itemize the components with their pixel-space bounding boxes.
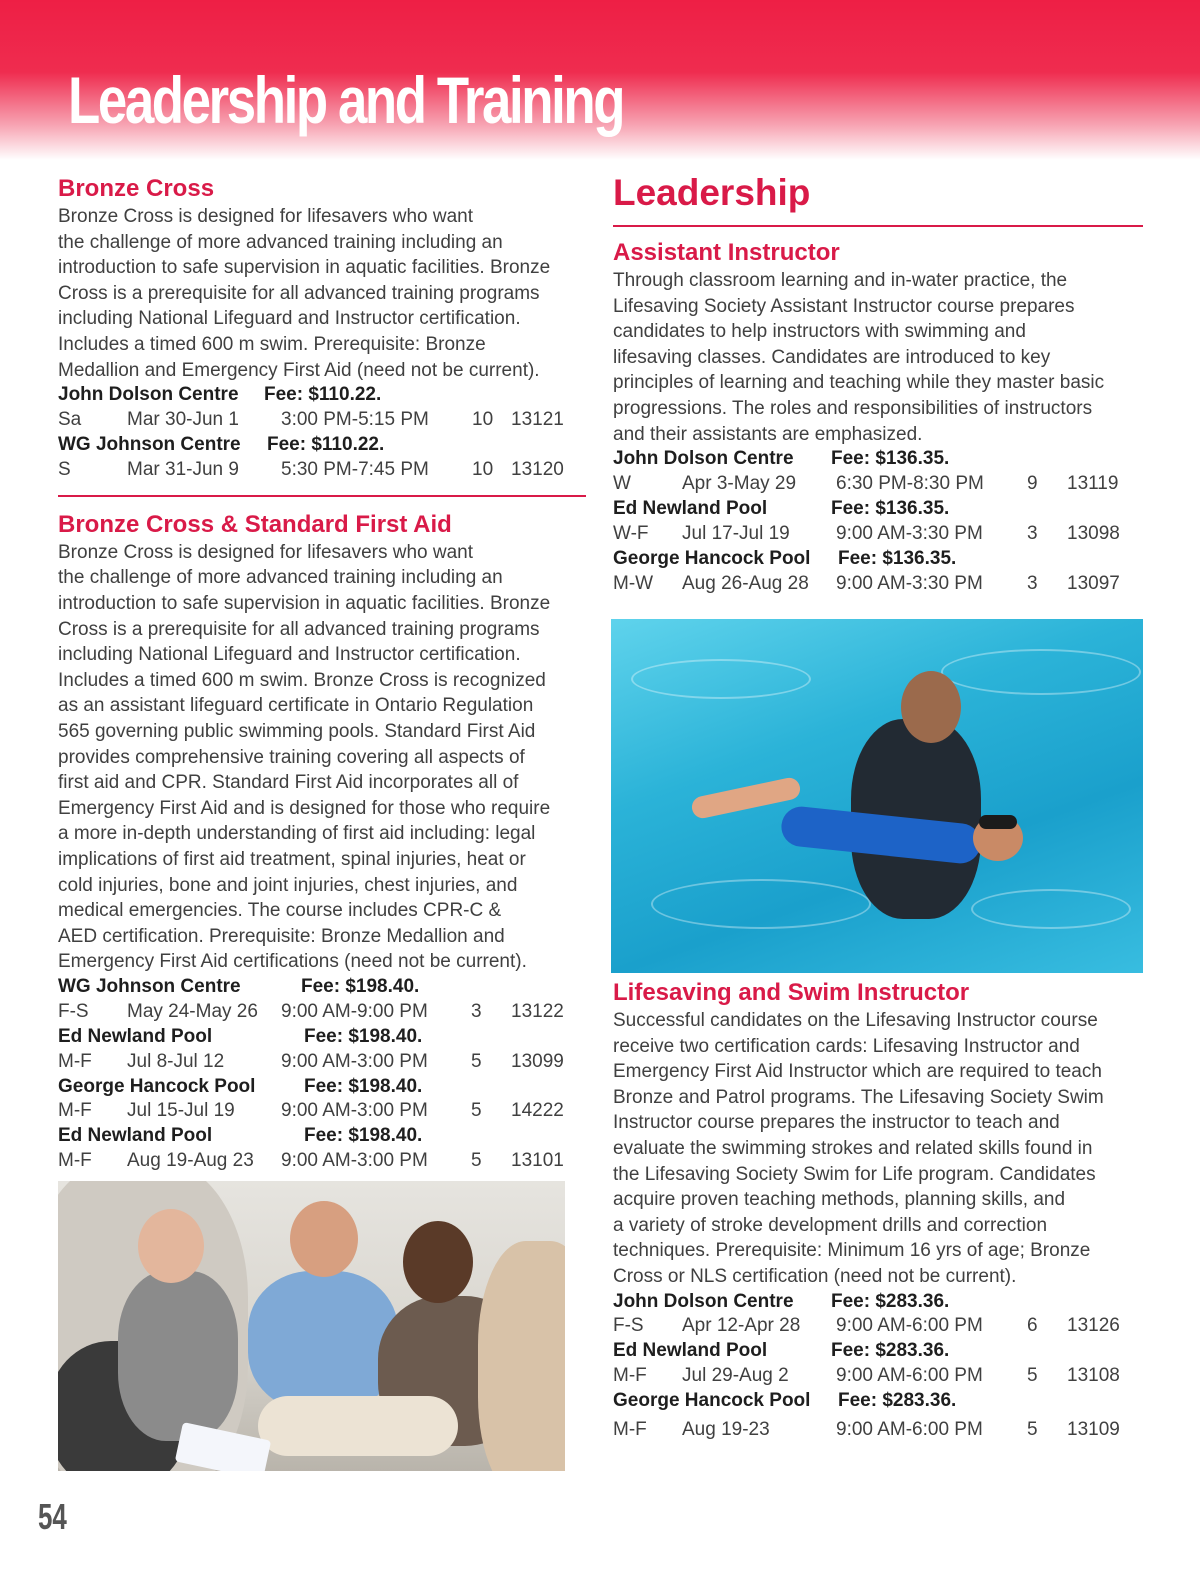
water-ripple	[651, 879, 871, 929]
location-fee: Fee: $283.36.	[831, 1290, 950, 1312]
session-time: 9:00 AM-6:00 PM	[836, 1315, 983, 1337]
session-classes: 3	[471, 1000, 482, 1022]
location-name: George Hancock Pool	[58, 1075, 256, 1097]
session-classes: 3	[1027, 522, 1038, 544]
location-row	[613, 447, 1143, 472]
session-code: 13109	[1067, 1419, 1120, 1441]
description-line: 565 governing public swimming pools. Standard First Aid	[58, 720, 536, 742]
session-row	[613, 572, 1143, 597]
location-name: John Dolson Centre	[613, 1290, 794, 1312]
session-time: 9:00 AM-3:00 PM	[281, 1150, 428, 1172]
description-line: first aid and CPR. Standard First Aid incorporates all of	[58, 772, 519, 794]
session-row	[613, 522, 1143, 547]
description-line: evaluate the swimming strokes and related skills found in	[613, 1137, 1093, 1159]
location-fee: Fee: $110.22.	[267, 433, 385, 455]
session-dates: Jul 8-Jul 12	[127, 1050, 225, 1072]
description-line: Cross is a prerequisite for all advanced training programs	[58, 282, 540, 304]
session-days: M-F	[613, 1365, 647, 1387]
student-head	[403, 1221, 473, 1303]
session-time: 5:30 PM-7:45 PM	[281, 458, 429, 480]
course-title: Bronze Cross & Standard First Aid	[58, 510, 452, 538]
description-line: techniques. Prerequisite: Minimum 16 yrs of age; Bronze	[613, 1240, 1091, 1262]
description-line: Bronze Cross is designed for lifesavers who want	[58, 541, 474, 563]
description-line: AED certification. Prerequisite: Bronze Medallion and	[58, 925, 505, 947]
section-heading: Leadership	[613, 172, 811, 213]
session-code: 14222	[511, 1100, 564, 1122]
water-ripple	[971, 889, 1131, 929]
water-ripple	[631, 659, 811, 699]
description-line: principles of learning and teaching while they master basic	[613, 372, 1105, 394]
water-ripple	[941, 649, 1141, 695]
session-classes: 5	[471, 1050, 482, 1072]
session-time: 9:00 AM-9:00 PM	[281, 1000, 428, 1022]
course-description	[613, 1008, 1143, 1290]
session-time: 9:00 AM-6:00 PM	[836, 1419, 983, 1441]
location-fee: Fee: $136.35.	[831, 497, 950, 519]
person-foreground	[478, 1241, 565, 1471]
description-line: Includes a timed 600 m swim. Prerequisite: Bronze	[58, 333, 486, 355]
location-name: WG Johnson Centre	[58, 975, 241, 997]
session-code: 13099	[511, 1050, 564, 1072]
session-code: 13121	[511, 409, 564, 431]
session-classes: 5	[1027, 1419, 1038, 1441]
course-description	[58, 204, 586, 383]
description-line: lifesaving classes. Candidates are introduced to key	[613, 346, 1051, 368]
location-row	[58, 1025, 586, 1050]
session-days: F-S	[613, 1315, 644, 1337]
description-line: including National Lifeguard and Instructor certification.	[58, 644, 521, 666]
location-fee: Fee: $283.36.	[831, 1340, 950, 1362]
location-name: Ed Newland Pool	[58, 1125, 213, 1147]
swim-lesson-photo	[611, 619, 1143, 973]
session-code: 13120	[511, 458, 564, 480]
session-classes: 5	[471, 1150, 482, 1172]
course-title: Bronze Cross	[58, 175, 215, 202]
header-banner	[0, 0, 1200, 160]
location-row	[613, 497, 1143, 522]
session-classes: 5	[471, 1100, 482, 1122]
session-dates: Jul 29-Aug 2	[682, 1365, 789, 1387]
description-line: Instructor course prepares the instructor to teach and	[613, 1112, 1060, 1134]
session-time: 9:00 AM-3:00 PM	[281, 1100, 428, 1122]
swim-goggles	[979, 815, 1017, 829]
session-row	[58, 1050, 586, 1075]
session-code: 13098	[1067, 522, 1120, 544]
description-line: introduction to safe supervision in aquatic facilities. Bronze	[58, 592, 551, 614]
session-days: M-W	[613, 572, 654, 594]
location-fee: Fee: $198.40.	[304, 1075, 423, 1097]
instructor-shirt	[248, 1271, 398, 1411]
description-line: a more in-depth understanding of first aid including: legal	[58, 823, 536, 845]
session-code: 13101	[511, 1150, 564, 1172]
cpr-manikin	[258, 1396, 458, 1456]
location-name: Ed Newland Pool	[613, 497, 768, 519]
description-line: Cross or NLS certification (need not be current).	[613, 1265, 1017, 1287]
session-row	[613, 1418, 1143, 1443]
session-row	[613, 1314, 1143, 1339]
location-fee: Fee: $198.40.	[304, 1025, 423, 1047]
session-time: 9:00 AM-3:00 PM	[281, 1050, 428, 1072]
page-title: Leadership and Training	[68, 63, 624, 137]
location-row	[58, 1124, 586, 1149]
location-fee: Fee: $110.22.	[264, 384, 382, 406]
session-row	[613, 472, 1143, 497]
description-line: candidates to help instructors with swimming and	[613, 321, 1026, 343]
session-time: 9:00 AM-3:30 PM	[836, 572, 983, 594]
location-fee: Fee: $136.35.	[838, 547, 957, 569]
session-classes: 3	[1027, 572, 1038, 594]
page-number: 54	[38, 1496, 67, 1537]
session-days: S	[58, 458, 71, 480]
description-line: Includes a timed 600 m swim. Bronze Cross is recognized	[58, 669, 546, 691]
session-time: 3:00 PM-5:15 PM	[281, 409, 429, 431]
description-line: Emergency First Aid Instructor which are required to teach	[613, 1061, 1102, 1083]
description-line: the challenge of more advanced training including an	[58, 231, 503, 253]
session-dates: Apr 12-Apr 28	[682, 1315, 801, 1337]
course-lifesaving-swim-instructor	[613, 978, 1143, 1443]
session-dates: Apr 3-May 29	[682, 473, 797, 495]
session-row	[58, 458, 586, 483]
session-code: 13119	[1067, 473, 1119, 495]
session-days: M-F	[613, 1419, 647, 1441]
course-assistant-instructor	[613, 238, 1143, 597]
session-classes: 10	[472, 409, 494, 431]
description-line: introduction to safe supervision in aquatic facilities. Bronze	[58, 257, 551, 279]
session-dates: Jul 17-Jul 19	[682, 522, 790, 544]
session-days: W-F	[613, 522, 649, 544]
location-name: WG Johnson Centre	[58, 433, 241, 455]
session-code: 13108	[1067, 1365, 1120, 1387]
location-row	[58, 1075, 586, 1100]
description-line: Successful candidates on the Lifesaving Instructor course	[613, 1010, 1098, 1031]
description-line: acquire proven teaching methods, planning skills, and	[613, 1189, 1066, 1211]
description-line: provides comprehensive training covering all aspects of	[58, 746, 525, 768]
session-dates: Aug 26-Aug 28	[682, 572, 809, 594]
description-line: Medallion and Emergency First Aid (need not be current).	[58, 359, 540, 381]
location-fee: Fee: $198.40.	[304, 1125, 423, 1147]
location-fee: Fee: $198.40.	[301, 975, 420, 997]
session-classes: 10	[472, 458, 494, 480]
description-line: progressions. The roles and responsibilities of instructors	[613, 397, 1093, 419]
session-dates: May 24-May 26	[127, 1000, 258, 1022]
session-dates: Aug 19-Aug 23	[127, 1150, 254, 1172]
session-time: 6:30 PM-8:30 PM	[836, 473, 984, 495]
location-row	[613, 547, 1143, 572]
session-dates: Mar 30-Jun 1	[127, 409, 239, 431]
person-head	[138, 1209, 204, 1283]
session-days: W	[613, 473, 631, 495]
session-days: M-F	[58, 1050, 92, 1072]
session-code: 13097	[1067, 572, 1120, 594]
cpr-class-photo	[58, 1181, 565, 1471]
session-days: M-F	[58, 1100, 92, 1122]
course-description	[58, 540, 586, 975]
description-line: implications of first aid treatment, spinal injuries, heat or	[58, 848, 526, 870]
session-row	[613, 1364, 1143, 1389]
course-title: Assistant Instructor	[613, 239, 840, 266]
location-name: John Dolson Centre	[58, 384, 239, 406]
location-name: Ed Newland Pool	[613, 1340, 768, 1362]
section-divider	[613, 225, 1143, 227]
session-row	[58, 408, 586, 433]
description-line: Cross is a prerequisite for all advanced training programs	[58, 618, 540, 640]
location-fee: Fee: $283.36.	[838, 1390, 957, 1412]
location-row	[58, 975, 586, 1000]
location-row	[613, 1290, 1143, 1315]
person-grey-jacket	[118, 1271, 238, 1441]
location-row	[58, 433, 586, 458]
description-line: as an assistant lifeguard certificate in Ontario Regulation	[58, 695, 534, 717]
description-line: Bronze Cross is designed for lifesavers who want	[58, 206, 474, 227]
instructor-head	[901, 671, 961, 743]
description-line: Through classroom learning and in-water practice, the	[613, 270, 1068, 291]
left-column	[58, 174, 586, 1174]
location-fee: Fee: $136.35.	[831, 448, 950, 470]
description-line: the Lifesaving Society Swim for Life program. Candidates	[613, 1163, 1096, 1185]
description-line: cold injuries, bone and joint injuries, chest injuries, and	[58, 874, 518, 896]
session-row	[58, 1099, 586, 1124]
course-title: Lifesaving and Swim Instructor	[613, 979, 970, 1006]
description-line: a variety of stroke development drills and correction	[613, 1214, 1048, 1236]
description-line: medical emergencies. The course includes CPR-C &	[58, 900, 502, 922]
description-line: Emergency First Aid certifications (need not be current).	[58, 951, 527, 973]
session-classes: 5	[1027, 1365, 1038, 1387]
location-name: Ed Newland Pool	[58, 1025, 213, 1047]
session-time: 9:00 AM-3:30 PM	[836, 522, 983, 544]
session-classes: 6	[1027, 1315, 1038, 1337]
location-name: George Hancock Pool	[613, 547, 811, 569]
session-time: 9:00 AM-6:00 PM	[836, 1365, 983, 1387]
right-column	[613, 170, 1143, 1441]
session-code: 13126	[1067, 1315, 1120, 1337]
session-days: M-F	[58, 1150, 92, 1172]
session-dates: Aug 19-23	[682, 1419, 770, 1441]
session-dates: Jul 15-Jul 19	[127, 1100, 235, 1122]
description-line: the challenge of more advanced training including an	[58, 567, 503, 589]
course-description	[613, 268, 1143, 447]
course-bronze-cross	[58, 174, 586, 483]
description-line: Emergency First Aid and is designed for those who require	[58, 797, 551, 819]
description-line: and their assistants are emphasized.	[613, 423, 923, 445]
course-bronze-cross-sfa	[58, 510, 586, 1174]
location-row	[613, 1339, 1143, 1364]
session-dates: Mar 31-Jun 9	[127, 458, 239, 480]
location-row	[613, 1389, 1143, 1414]
description-line: Lifesaving Society Assistant Instructor course prepares	[613, 295, 1075, 317]
session-code: 13122	[511, 1000, 564, 1022]
description-line: Bronze and Patrol programs. The Lifesaving Society Swim	[613, 1086, 1104, 1108]
section-divider	[58, 495, 586, 497]
session-row	[58, 1000, 586, 1025]
description-line: including National Lifeguard and Instructor certification.	[58, 308, 521, 330]
location-name: John Dolson Centre	[613, 448, 794, 470]
description-line: receive two certification cards: Lifesaving Instructor and	[613, 1035, 1080, 1057]
instructor-head	[290, 1201, 358, 1277]
location-row	[58, 383, 586, 408]
session-days: F-S	[58, 1000, 89, 1022]
location-name: George Hancock Pool	[613, 1390, 811, 1412]
session-days: Sa	[58, 409, 82, 431]
session-row	[58, 1149, 586, 1174]
session-classes: 9	[1027, 473, 1038, 495]
